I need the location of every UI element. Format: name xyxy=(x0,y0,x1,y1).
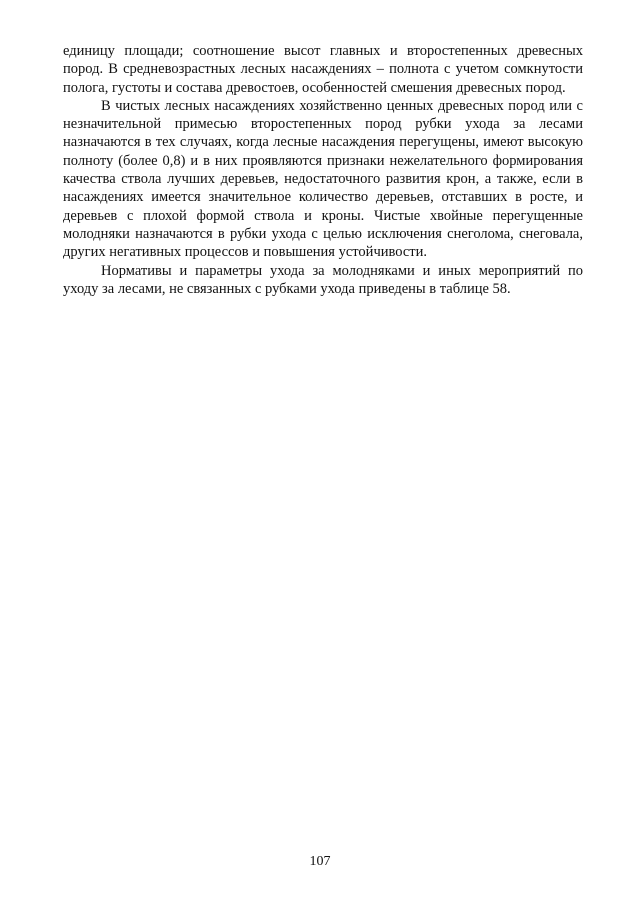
paragraph-continuation: единицу площади; соотношение высот главных и второстепенных древесных пород. В средневозрастных лесных насаждениях – полнота с учетом сомкнутости полога, густоты и состава древостоев, особенностей смешения древесных пород. xyxy=(63,43,583,96)
paragraph-thinning-conditions: В чистых лесных насаждениях хозяйственно ценных древесных пород или с незначительной примесью второстепенных пород рубки ухода за лесами назначаются в тех случаях, когда лесные насаждения перегущены, имеют высокую полноту (более 0,8) и в них проявляются признаки нежелательного формирования качества ствола лучших деревьев, недостаточного развития крон, а также, если в насаждениях имеется значительное количество деревьев, отставших в росте, и деревьев с плохой формой ствола и кроны. Чистые хвойные перегущенные молодняки назначаются в рубки ухода с целью исключения снеголома, снеговала, других негативных процессов и повышения устойчивости. xyxy=(63,97,583,261)
paragraph-table-reference: Нормативы и параметры ухода за молодняками и иных мероприятий по уходу за лесами, не связанных с рубками ухода приведены в таблице 58. xyxy=(63,262,583,297)
body-text xyxy=(63,42,583,298)
page-number: 107 xyxy=(309,854,331,869)
